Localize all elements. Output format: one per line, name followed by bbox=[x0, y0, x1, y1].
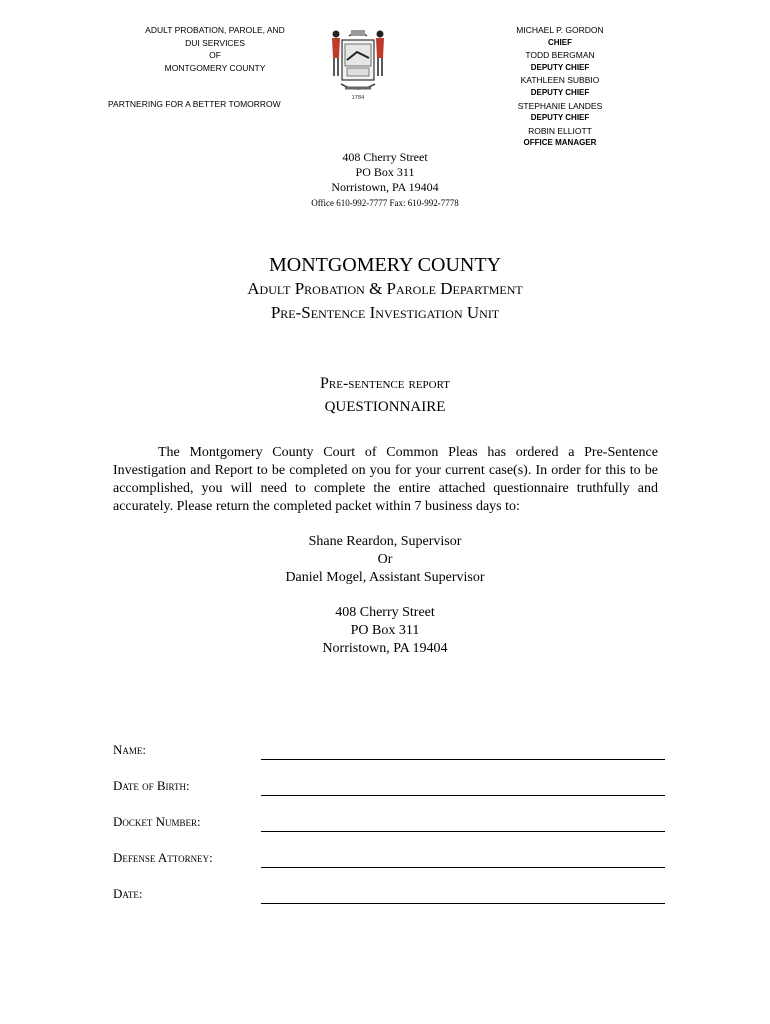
letterhead-line: ADULT PROBATION, PAROLE, AND bbox=[145, 25, 285, 35]
page-title: MONTGOMERY COUNTY bbox=[268, 254, 502, 276]
address-phone-fax: Office 610-992-7777 Fax: 610-992-7778 bbox=[311, 198, 459, 208]
staff-role: OFFICE MANAGER bbox=[523, 138, 597, 148]
staff-name: ROBIN ELLIOTT bbox=[528, 125, 592, 136]
docket-number-label: Docket Number: bbox=[113, 814, 201, 829]
questionnaire-title: Pre-sentence report bbox=[319, 375, 450, 392]
assistant-supervisor-line: Daniel Mogel, Assistant Supervisor bbox=[285, 570, 485, 585]
supervisor-or: Or bbox=[377, 552, 393, 567]
return-address bbox=[0, 604, 770, 658]
staff-name: MICHAEL P. GORDON bbox=[516, 25, 604, 35]
return-po-box: PO Box 311 bbox=[350, 623, 420, 638]
staff-role: CHIEF bbox=[548, 37, 572, 47]
return-city: Norristown, PA 19404 bbox=[322, 641, 448, 656]
date-of-birth-input-line[interactable] bbox=[261, 795, 665, 796]
name-input-line[interactable] bbox=[261, 759, 665, 760]
staff-name: STEPHANIE LANDES bbox=[517, 100, 603, 111]
letterhead-line: MONTGOMERY COUNTY bbox=[164, 62, 266, 73]
staff-role: DEPUTY CHIEF bbox=[530, 113, 590, 123]
letterhead-line: OF bbox=[209, 50, 221, 60]
date-input-line[interactable] bbox=[261, 903, 665, 904]
questionnaire-subtitle: QUESTIONNAIRE bbox=[324, 399, 446, 415]
letterhead-tagline: PARTNERING FOR A BETTER TOMORROW bbox=[108, 99, 281, 109]
staff-role: DEPUTY CHIEF bbox=[530, 87, 590, 97]
supervisor-block bbox=[0, 533, 770, 587]
office-address bbox=[0, 150, 770, 211]
date-of-birth-field bbox=[113, 774, 665, 796]
name-label: Name: bbox=[113, 742, 146, 757]
staff-name: KATHLEEN SUBBIO bbox=[520, 75, 600, 86]
letterhead-line: DUI SERVICES bbox=[185, 37, 245, 48]
address-street: 408 Cherry Street bbox=[342, 150, 428, 164]
docket-number-field bbox=[113, 810, 665, 832]
defense-attorney-input-line[interactable] bbox=[261, 867, 665, 868]
staff-role: DEPUTY CHIEF bbox=[530, 62, 590, 72]
staff-directory bbox=[500, 24, 620, 150]
defense-attorney-label: Defense Attorney: bbox=[113, 850, 213, 865]
date-field bbox=[113, 882, 665, 904]
svg-text:1784: 1784 bbox=[351, 95, 365, 101]
department-title: Adult Probation & Parole Department bbox=[247, 279, 523, 298]
staff-name: TODD BERGMAN bbox=[525, 50, 595, 61]
unit-title: Pre-Sentence Investigation Unit bbox=[270, 303, 500, 322]
date-label: Date: bbox=[113, 886, 143, 901]
county-seal-icon bbox=[327, 20, 389, 102]
instructions-paragraph bbox=[113, 444, 658, 516]
date-of-birth-label: Date of Birth: bbox=[113, 778, 190, 793]
address-city: Norristown, PA 19404 bbox=[331, 180, 439, 194]
instructions-text: The Montgomery County Court of Common Pleas has ordered a Pre-Sentence Investigation and Report to be completed on you for your current case(s). In order for this to be accomplished, you will need to complete the entire attached questionnaire truthfully and accurately. Please return the completed packet within 7 business days to: bbox=[113, 445, 658, 514]
letterhead-department-block bbox=[110, 24, 320, 74]
name-field bbox=[113, 738, 665, 760]
address-po-box: PO Box 311 bbox=[355, 165, 415, 179]
supervisor-line: Shane Reardon, Supervisor bbox=[308, 534, 462, 549]
docket-number-input-line[interactable] bbox=[261, 831, 665, 832]
defense-attorney-field bbox=[113, 846, 665, 868]
return-street: 408 Cherry Street bbox=[335, 605, 435, 620]
